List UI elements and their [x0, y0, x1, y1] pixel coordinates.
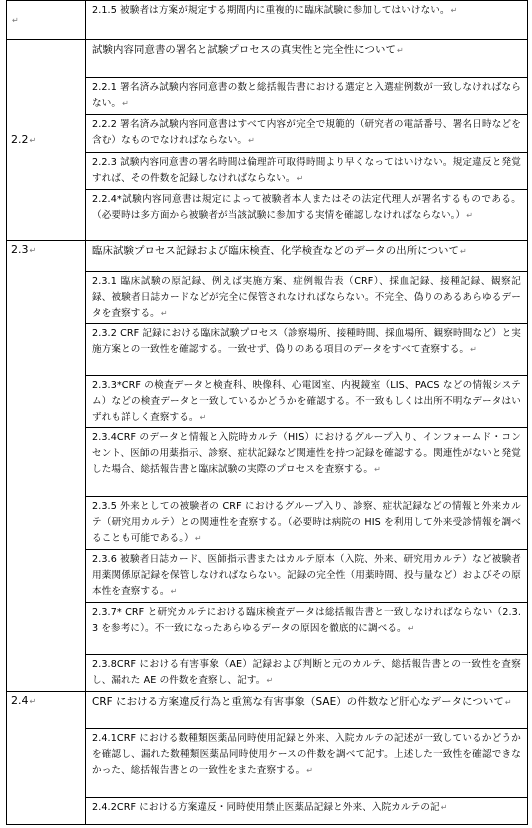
- checklist-item: [86, 190, 527, 240]
- table-row: [7, 78, 528, 115]
- paragraph-mark: ↵: [170, 587, 178, 596]
- section-heading: [86, 241, 527, 271]
- paragraph-mark: ↵: [248, 136, 255, 145]
- checklist-item: [86, 376, 527, 427]
- table-row: [7, 1, 528, 40]
- item-cell: [86, 78, 528, 115]
- paragraph-mark: ↵: [440, 803, 448, 812]
- item-text: 2.3.4CRF のデータと情報と入院時カルテ（HIS）におけるグループ入り、インフォームド・コンセント、医師の用薬指示、診察、症状記録など関連性を持つ記録を確認する。関連性がないと発覚した場合、総括報告書と臨床試験の実際のプロセスを査察する。: [92, 432, 521, 475]
- table-row: [7, 40, 528, 78]
- paragraph-mark: ↵: [29, 246, 37, 255]
- item-text: 2.3.8CRF における有害事象（AE）記録および判断と元のカルテ、総括報告書との一致性を査察し、漏れた AE の件数を査察し、記す。: [92, 659, 521, 686]
- paragraph-mark: ↵: [12, 15, 19, 25]
- table-row: [7, 241, 528, 272]
- paragraph-mark: ↵: [122, 99, 129, 108]
- section-heading: [86, 692, 527, 728]
- item-text: CRF における方案違反行為と重篤な有害事象（SAE）の件数など肝心なデータについて: [92, 696, 504, 708]
- paragraph-mark: ↵: [466, 211, 474, 220]
- checklist-item: [86, 603, 527, 654]
- item-text: 試験内容同意書の署名と試験プロセスの真実性と完全性について: [92, 44, 397, 56]
- item-text: 2.2.2 署名済み試験内容同意書はすべて内容が完全で規範的（研究者の電話番号、署名日時などを含む）なものでなければならない。: [92, 119, 521, 146]
- checklist-item: [86, 272, 527, 323]
- review-checklist-table: [6, 0, 528, 825]
- item-text: 2.4.1CRF における数種類医薬品同時使用記録と外来、入院カルテの記述が一致しているかどうかを確認し、漏れた数種類医薬品同時使用ケースの件数を調べて記す。上述した一致性を確認できなかった、総括報告書との一致性をまた査察する。: [92, 733, 521, 776]
- section-number-cell: [7, 40, 86, 241]
- item-cell: [86, 798, 528, 825]
- item-cell: [86, 115, 528, 153]
- table-row: [7, 729, 528, 798]
- paragraph-mark: ↵: [470, 345, 477, 354]
- item-text: 2.4.2CRF における方案違反・同時使用禁止医薬品記録と外来、入院カルテの記: [92, 802, 440, 813]
- item-text: 2.2.4*試験内容同意書は規定によって被験者本人またはその法定代理人が署名するものである。（必要時は多方面から被験者が当該試験に参加する実情を確認しなければならない。）: [92, 194, 521, 221]
- item-text: 2.3.7* CRF と研究カルテにおける臨床検査データは総括報告書と一致しなければならない（2.3.3 を参考に）。不一致になったあらゆるデータの原因を徹底的に調べる。: [92, 607, 521, 634]
- section-number-cell: [7, 692, 86, 825]
- checklist-item: [86, 798, 527, 824]
- checklist-item: [86, 153, 527, 189]
- paragraph-mark: ↵: [397, 46, 404, 55]
- item-cell: [86, 272, 528, 324]
- section-number: 2.2: [11, 132, 29, 146]
- item-text: 2.3.2 CRF 記録における臨床試験プロセス（診察場所、接種時間、採血場所、観察時間など）と実施方案との一致性を確認する。一致せず、偽りのある項目のデータをすべて査察する。: [92, 328, 521, 355]
- item-text: 2.3.5 外来としての被験者の CRF におけるグループ入り、診察、症状記録などの情報と外来カルテ（研究用カルテ）との関連性を査察する。（必要時は病院の HIS を利用して外来受診情報を調べることも可能である。）: [92, 501, 521, 544]
- paragraph-mark: ↵: [374, 465, 381, 474]
- section-number: 2.3: [11, 243, 29, 256]
- checklist-item: [86, 324, 527, 375]
- table-row: [7, 798, 528, 825]
- item-text: 2.3.3*CRF の検査データと検査科、映像科、心電図室、内視鏡室（LIS、PACS などの情報システム）などの検査データと一致しているかどうかを確認する。不一致もしくは出所不明なデータはいずれも詳しく査察する。: [92, 380, 521, 423]
- item-cell: [86, 190, 528, 241]
- section-number-cell: [7, 1, 86, 40]
- item-text: 2.3.6 被験者日誌カード、医師指示書またはカルテ原本（入院、外来、研究用カルテ）など被験者用薬関係原記録を保管しなければならない。記録の完全性（用薬時間、投与量など）およびその原本性を査察する。: [92, 554, 521, 597]
- paragraph-mark: ↵: [296, 174, 304, 183]
- item-cell: [86, 497, 528, 550]
- table-row: [7, 428, 528, 497]
- item-text: 2.2.1 署名済み試験内容同意書の数と総括報告書における選定と入選症例数が一致しなければならない。: [92, 82, 521, 109]
- checklist-item: [86, 497, 527, 549]
- table-row: [7, 497, 528, 550]
- item-cell: [86, 692, 528, 729]
- section-number: 2.4: [11, 694, 29, 707]
- paragraph-mark: ↵: [199, 413, 207, 422]
- checklist-item: [86, 729, 527, 797]
- item-cell: [86, 324, 528, 376]
- paragraph-mark: ↵: [407, 624, 415, 633]
- section-heading: [86, 40, 527, 77]
- table-row: [7, 692, 528, 729]
- paragraph-mark: ↵: [194, 534, 202, 543]
- item-cell: [86, 603, 528, 655]
- paragraph-mark: ↵: [29, 135, 37, 145]
- table-row: [7, 655, 528, 692]
- paragraph-mark: ↵: [266, 676, 274, 685]
- checklist-item: [86, 115, 527, 152]
- paragraph-mark: ↵: [306, 766, 314, 775]
- item-text: 2.3.1 臨床試験の原記録、例えば実施方案、症例報告表（CRF）、採血記録、接種記録、観察記録、被験者日誌カードなどが完全に保管されなければならない。不完全、偽りのあるあらゆるデータを査察する。: [92, 276, 521, 319]
- table-row: [7, 190, 528, 241]
- table-row: [7, 324, 528, 376]
- item-cell: [86, 428, 528, 497]
- item-cell: [86, 153, 528, 190]
- checklist-item: [86, 550, 527, 602]
- item-cell: [86, 40, 528, 78]
- paragraph-mark: ↵: [29, 697, 37, 706]
- section-number-cell: [7, 241, 86, 692]
- table-row: [7, 603, 528, 655]
- table-row: [7, 272, 528, 324]
- checklist-item: [86, 655, 527, 691]
- checklist-item: [86, 428, 527, 496]
- checklist-item: [86, 1, 527, 39]
- paragraph-mark: ↵: [450, 6, 458, 15]
- item-cell: [86, 376, 528, 428]
- table-row: [7, 115, 528, 153]
- item-cell: [86, 729, 528, 798]
- item-cell: [86, 241, 528, 272]
- paragraph-mark: ↵: [504, 698, 512, 707]
- item-text: 2.2.3 試験内容同意書の署名時間は倫理許可取得時間より早くなってはいけない。規定違反と発覚すれば、その件数を記録しなければならない。: [92, 157, 521, 184]
- table-row: [7, 550, 528, 603]
- item-cell: [86, 655, 528, 692]
- item-cell: [86, 550, 528, 603]
- paragraph-mark: ↵: [160, 309, 168, 318]
- table-row: [7, 376, 528, 428]
- paragraph-mark: ↵: [459, 247, 467, 256]
- checklist-item: [86, 78, 527, 114]
- item-text: 2.1.5 被験者は方案が規定する期間内に重複的に臨床試験に参加してはいけない。: [92, 5, 450, 16]
- item-cell: [86, 1, 528, 40]
- item-text: 臨床試験プロセス記録および臨床検査、化学検査などのデータの出所について: [92, 245, 459, 257]
- table-row: [7, 153, 528, 190]
